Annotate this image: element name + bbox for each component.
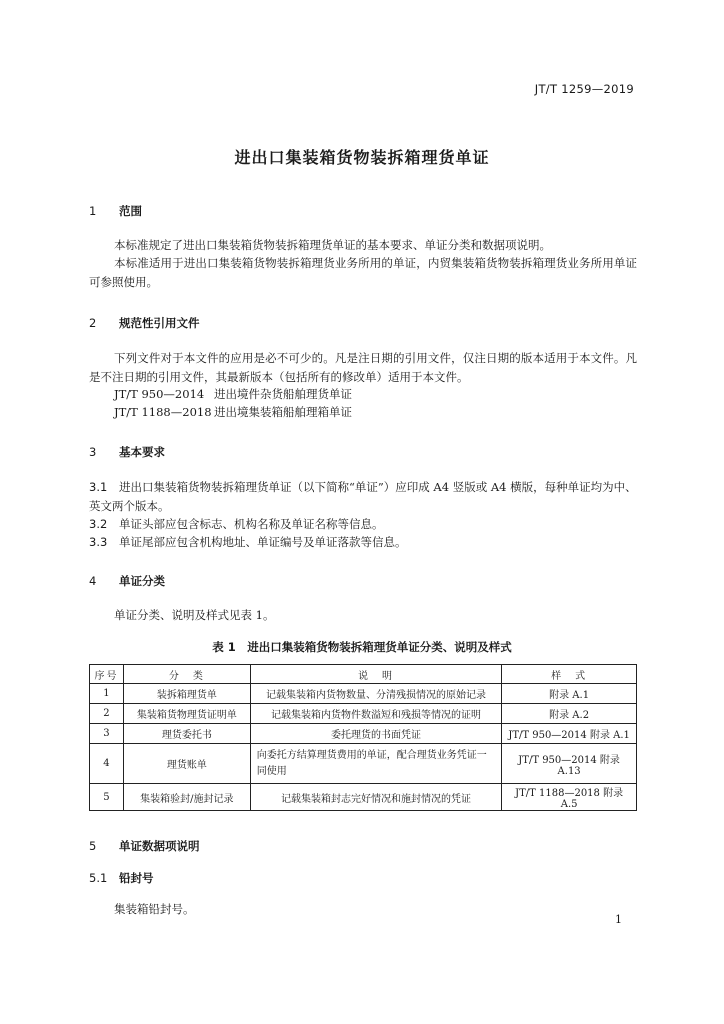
section-number: 5 xyxy=(89,839,97,853)
section-title: 单证分类 xyxy=(119,574,165,588)
column-header-format: 样 式 xyxy=(502,665,637,684)
cell-format: JT/T 950—2014 附录 A.1 xyxy=(502,724,637,744)
cell-category: 集装箱验封/施封记录 xyxy=(123,784,250,811)
section-title: 范围 xyxy=(119,204,142,218)
cell-description: 向委托方结算理货费用的单证，配合理货业务凭证一同使用 xyxy=(250,744,501,784)
section-3-heading xyxy=(89,444,165,460)
standard-number: JT/T 1259—2019 xyxy=(534,82,634,96)
reference-title: 进出境件杂货船舶理货单证 xyxy=(214,387,352,401)
table-row xyxy=(90,724,637,744)
column-header-no: 序号 xyxy=(90,665,124,684)
document-title: 进出口集装箱货物装拆箱理货单证 xyxy=(234,148,490,167)
table-row xyxy=(90,784,637,811)
cell-category: 装拆箱理货单 xyxy=(123,684,250,704)
cell-no: 2 xyxy=(90,704,124,724)
section-number: 3 xyxy=(89,445,97,459)
clause-3-3 xyxy=(89,533,637,552)
section-number: 4 xyxy=(89,574,97,588)
clause-number: 3.3 xyxy=(89,535,108,549)
cell-category: 集装箱货物理货证明单 xyxy=(123,704,250,724)
reference-title: 进出境集装箱船舶理箱单证 xyxy=(214,405,352,419)
section-4-heading xyxy=(89,573,165,589)
seal-number-text: 集装箱铅封号。 xyxy=(114,902,195,916)
subsection-title: 铅封号 xyxy=(119,871,154,885)
clause-number: 3.2 xyxy=(89,517,108,531)
section-number: 2 xyxy=(89,316,97,330)
cell-category: 理货委托书 xyxy=(123,724,250,744)
section-title: 规范性引用文件 xyxy=(119,316,200,330)
scope-paragraph-2: 本标准适用于进出口集装箱货物装拆箱理货业务所用的单证，内贸集装箱货物装拆箱理货业务所用单证可参照使用。 xyxy=(89,256,637,289)
cell-description: 委托理货的书面凭证 xyxy=(250,724,501,744)
reference-code: JT/T 1188—2018 xyxy=(114,405,212,419)
scope-paragraph-1: 本标准规定了进出口集装箱货物装拆箱理货单证的基本要求、单证分类和数据项说明。 xyxy=(114,238,551,252)
subsection-number: 5.1 xyxy=(89,871,108,885)
cell-format: JT/T 1188—2018 附录 A.5 xyxy=(502,784,637,811)
cell-description: 记载集装箱封志完好情况和施封情况的凭证 xyxy=(250,784,501,811)
clause-text: 单证尾部应包含机构地址、单证编号及单证落款等信息。 xyxy=(119,535,407,549)
clause-text: 单证头部应包含标志、机构名称及单证名称等信息。 xyxy=(119,517,384,531)
table-header-row xyxy=(90,665,637,684)
table-1-title: 表 1 进出口集装箱货物装拆箱理货单证分类、说明及样式 xyxy=(212,640,512,654)
normative-intro: 下列文件对于本文件的应用是必不可少的。凡是注日期的引用文件，仅注日期的版本适用于本文件。凡是不注日期的引用文件，其最新版本（包括所有的修改单）适用于本文件。 xyxy=(89,351,637,384)
table-row xyxy=(90,744,637,784)
clause-3-2 xyxy=(89,515,637,534)
clause-number: 3.1 xyxy=(89,480,108,494)
cell-format: 附录 A.2 xyxy=(502,704,637,724)
table-row xyxy=(90,704,637,724)
subsection-5-1-heading xyxy=(89,870,154,886)
clause-3-1 xyxy=(89,478,637,515)
cell-no: 4 xyxy=(90,744,124,784)
normative-reference xyxy=(114,386,352,402)
table-1 xyxy=(89,664,637,811)
reference-code: JT/T 950—2014 xyxy=(114,387,205,401)
section-title: 基本要求 xyxy=(119,445,165,459)
section-number: 1 xyxy=(89,204,97,218)
column-header-category: 分 类 xyxy=(123,665,250,684)
cell-format: JT/T 950—2014 附录 A.13 xyxy=(502,744,637,784)
cell-category: 理货账单 xyxy=(123,744,250,784)
clause-text: 进出口集装箱货物装拆箱理货单证（以下简称“单证”）应印成 A4 竖版或 A4 横版，每种单证均为中、英文两个版本。 xyxy=(89,480,637,513)
section-2-heading xyxy=(89,315,200,331)
section-5-heading xyxy=(89,838,200,854)
classification-text: 单证分类、说明及样式见表 1。 xyxy=(114,608,275,622)
section-1-heading xyxy=(89,203,142,219)
page-number: 1 xyxy=(615,913,622,926)
cell-no: 5 xyxy=(90,784,124,811)
cell-no: 3 xyxy=(90,724,124,744)
normative-reference xyxy=(114,404,352,420)
cell-format: 附录 A.1 xyxy=(502,684,637,704)
table-row xyxy=(90,684,637,704)
cell-no: 1 xyxy=(90,684,124,704)
section-title: 单证数据项说明 xyxy=(119,839,200,853)
cell-description: 记载集装箱内货物件数溢短和残损等情况的证明 xyxy=(250,704,501,724)
column-header-description: 说 明 xyxy=(250,665,501,684)
cell-description: 记载集装箱内货物数量、分清残损情况的原始记录 xyxy=(250,684,501,704)
